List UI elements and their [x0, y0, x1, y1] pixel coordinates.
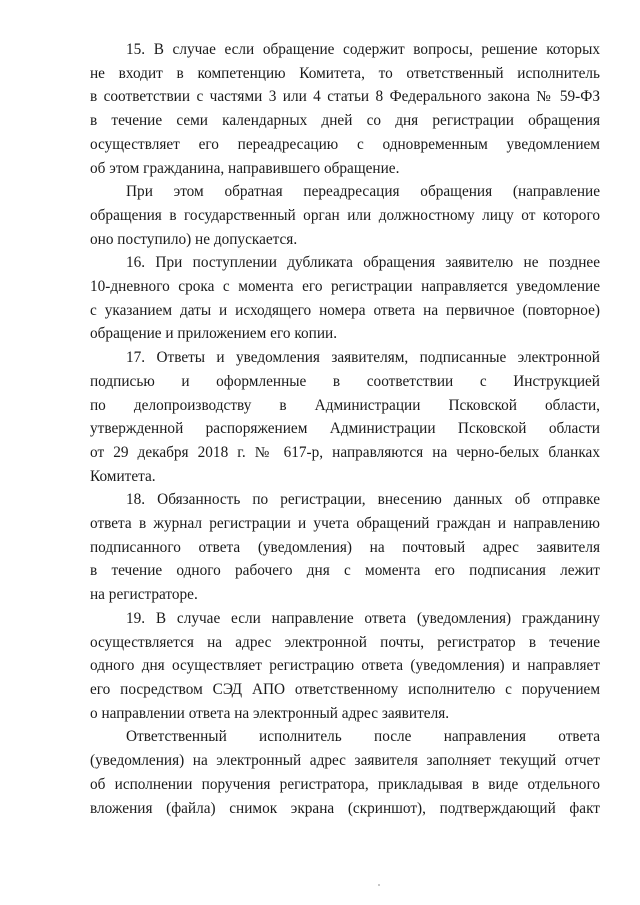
text-line: подписью и оформленные в соответствии с Инструкцией [90, 372, 600, 390]
text-line: о направлении ответа на электронный адрес заявителя. [90, 704, 450, 722]
text-line: обращение и приложением его копии. [90, 325, 338, 343]
text-line: вложения (файла) снимок экрана (скриншот), подтверждающий факт [90, 799, 600, 817]
text-line: 17. Ответы и уведомления заявителям, подписанные электронной [126, 349, 600, 367]
text-line: ответа в журнал регистрации и учета обращений граждан и направлению [90, 515, 600, 533]
text-line: Комитета. [90, 467, 156, 485]
text-line: утвержденной распоряжением Администрации Псковской области [90, 420, 600, 438]
text-line: оно поступило) не допускается. [90, 230, 298, 248]
text-line: одного дня осуществляет регистрацию ответа (уведомления) и направляет [90, 657, 600, 675]
text-line: от 29 декабря 2018 г. № 617-р, направляются на черно-белых бланках [90, 443, 600, 461]
text-line: подписанного ответа (уведомления) на почтовый адрес заявителя [90, 538, 600, 556]
document-page [90, 38, 600, 820]
paragraph-17 [90, 346, 600, 488]
text-line: его посредством СЭД АПО ответственному исполнителю с поручением [90, 680, 600, 698]
paragraph-15 [90, 38, 600, 180]
text-line: 16. При поступлении дубликата обращения заявителю не позднее [126, 254, 600, 272]
text-line: об исполнении поручения регистратора, прикладывая в виде отдельного [90, 775, 600, 793]
paragraph-19 [90, 607, 600, 726]
paragraph-16 [90, 251, 600, 346]
text-line: не входит в компетенцию Комитета, то ответственный исполнитель [90, 64, 600, 82]
text-line: с указанием даты и исходящего номера ответа на первичное (повторное) [90, 301, 600, 319]
text-line: (уведомления) на электронный адрес заявителя заполняет текущий отчет [90, 752, 600, 770]
text-line: в течение одного рабочего дня с момента его подписания лежит [90, 562, 600, 580]
text-line: 18. Обязанность по регистрации, внесению данных об отправке [126, 491, 600, 509]
text-line: в течение семи календарных дней со дня регистрации обращения [90, 112, 600, 130]
text-line: на регистраторе. [90, 586, 198, 604]
text-line: При этом обратная переадресация обращения (направление [126, 183, 600, 201]
paragraph-19-continued [90, 725, 600, 820]
text-line: в соответствии с частями 3 или 4 статьи 8 Федерального закона № 59-ФЗ [90, 88, 600, 106]
paragraph-18 [90, 488, 600, 607]
text-line: обращения в государственный орган или должностному лицу от которого [90, 206, 600, 224]
text-line: осуществляет его переадресацию с одновременным уведомлением [90, 135, 600, 153]
text-line: Ответственный исполнитель после направления ответа [126, 728, 600, 746]
text-line: 15. В случае если обращение содержит вопросы, решение которых [126, 41, 600, 58]
text-line: по делопроизводству в Администрации Псковской области, [90, 396, 600, 414]
text-line: осуществляется на адрес электронной почты, регистратор в течение [90, 633, 600, 651]
text-line: 19. В случае если направление ответа (уведомления) гражданину [126, 609, 600, 627]
text-line: об этом гражданина, направившего обращение. [90, 159, 400, 177]
text-line: 10-дневного срока с момента его регистрации направляется уведомление [90, 278, 600, 296]
paragraph-15-continued [90, 180, 600, 251]
scan-speck [378, 884, 380, 886]
